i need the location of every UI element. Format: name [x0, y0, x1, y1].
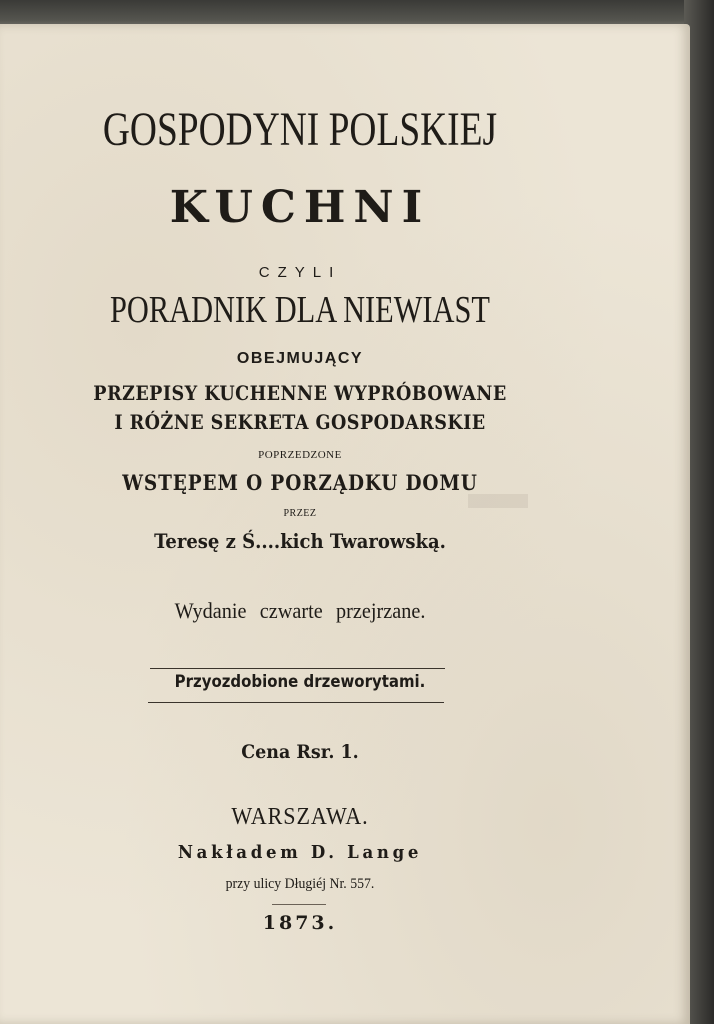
- contents-line-1: PRZEPISY KUCHENNE WYPRÓBOWANE: [93, 381, 507, 405]
- author-name: Teresę z Ś....kich Twarowską.: [154, 529, 446, 553]
- publisher: Nakładem D. Lange: [177, 842, 423, 863]
- poprzedzone-label: POPRZEDZONE: [258, 449, 342, 461]
- rule-below-illustrations: [148, 702, 444, 703]
- introduction-line: WSTĘPEM O PORZĄDKU DOMU: [122, 470, 478, 495]
- show-through-mark: [468, 494, 528, 508]
- city: WARSZAWA.: [231, 804, 369, 830]
- subtitle: PORADNIK DLA NIEWIAST: [110, 289, 490, 331]
- title-line-2: KUCHNI: [169, 182, 431, 233]
- contents-line-2: I RÓŻNE SEKRETA GOSPODARSKIE: [114, 410, 486, 434]
- obejmujacy-label: OBEJMUJĄCY: [236, 350, 364, 367]
- illustrations-note: Przyozdobione drzeworytami.: [174, 672, 426, 692]
- edition-statement: Wydanie czwarte przejrzane.: [174, 598, 426, 623]
- rule-above-illustrations: [150, 668, 445, 669]
- connector-czyli: CZYLI: [258, 264, 342, 281]
- rule-above-year: [272, 904, 326, 905]
- publisher-address: przy ulicy Długiéj Nr. 557.: [225, 876, 375, 892]
- przez-label: PRZEZ: [283, 508, 317, 519]
- publication-year: 1873.: [262, 912, 338, 934]
- title-page: [0, 24, 690, 1024]
- price: Cena Rsr. 1.: [241, 741, 359, 763]
- title-line-1: GOSPODYNI POLSKIEJ: [102, 103, 498, 156]
